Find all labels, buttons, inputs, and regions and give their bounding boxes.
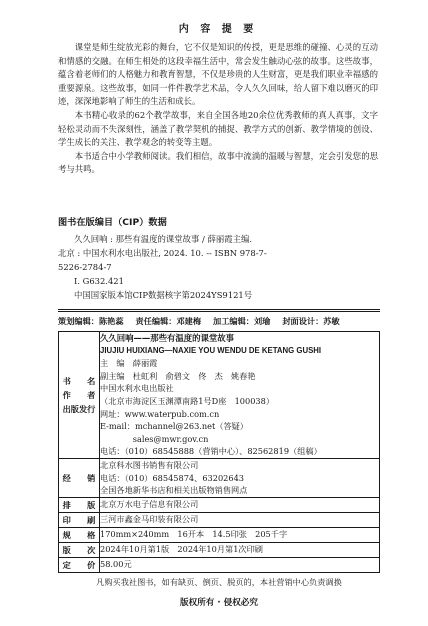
cover-designer: 封面设计：苏敏 bbox=[282, 316, 340, 326]
responsible-editor: 责任编辑：邓建梅 bbox=[135, 316, 202, 326]
publication-info-table bbox=[58, 331, 380, 573]
printing-label: 印 刷 bbox=[59, 512, 100, 527]
edition-label: 版 次 bbox=[59, 542, 100, 557]
distribution-line: 北京科水图书销售有限公司 bbox=[100, 459, 199, 470]
cip-title: 图书在版编目（CIP）数据 bbox=[58, 217, 167, 228]
cip-line: 5226-2784-7 bbox=[58, 262, 112, 272]
table-row bbox=[59, 497, 380, 512]
publisher-line: sales@mwr.gov.cn bbox=[100, 433, 209, 444]
summary-paragraph: 本书精心收录的62个教学故事，来自全国各地20余位优秀教师的真人真事，文字轻松灵动而不失深刻性，涵盖了教学契机的捕捉、教学方式的创新、教学情境的创设、学生成长的关注、教学观念的转变等主题。 bbox=[58, 109, 378, 148]
typesetting-label: 排 版 bbox=[59, 497, 100, 512]
cip-line: 北京 : 中国水利水电出版社, 2024. 10. -- ISBN 978-7- bbox=[58, 248, 267, 258]
copyright-notice: 版权所有 · 侵权必究 bbox=[180, 598, 258, 608]
title-cell bbox=[100, 332, 380, 459]
price-value: 58.00元 bbox=[100, 557, 380, 572]
cip-block bbox=[58, 214, 380, 302]
content-summary bbox=[58, 20, 378, 177]
replacement-notice: 凡购买我社图书，如有缺页、倒页、脱页的，本社营销中心负责调换 bbox=[96, 577, 342, 587]
author-line: 主 编 薛丽霞 bbox=[100, 358, 158, 369]
cip-line: 中国国家版本馆CIP数据核字第2024YS9121号 bbox=[74, 290, 253, 300]
publisher-line: 电话：（010）68545888（营销中心）、82562819（组稿） bbox=[100, 446, 322, 457]
cip-line: 久久回响 : 那些有温度的课堂故事 / 薛丽霞主编. bbox=[74, 234, 253, 244]
distribution-label: 经 销 bbox=[59, 458, 100, 497]
summary-paragraph: 课堂是师生绽放光彩的舞台，它不仅是知识的传授，更是思维的碰撞、心灵的互动和情感的交融。在师生相处的这段幸福生活中，常会发生触动心弦的故事。这些故事，蕴含着老师们的人格魅力和教育智慧，不仅是珍贵的人生财富，更是我们职业幸福感的重要源泉。这些故事，如同一件件教学艺术品，令人久久回味，给人留下难以磨灭的印迹，深深地影响了师生的生活和成长。 bbox=[58, 42, 378, 107]
planning-editor: 策划编辑：陈艳蕊 bbox=[58, 316, 124, 326]
publisher-line: E-mail：mchannel@263.net（答疑） bbox=[100, 421, 249, 432]
title-label: 书 名 bbox=[62, 375, 96, 386]
editors-line bbox=[58, 316, 380, 327]
table-row bbox=[59, 557, 380, 572]
author-line: 副主编 杜虹利 俞碧文 佟 杰 姚春艳 bbox=[100, 370, 256, 381]
book-title-pinyin: JIUJIU HUIXIANG—NAXIE YOU WENDU DE KETANG GUSHI bbox=[100, 345, 322, 355]
author-label: 作 者 bbox=[62, 389, 96, 400]
spec-label: 规 格 bbox=[59, 527, 100, 542]
table-row bbox=[59, 527, 380, 542]
typesetting-value: 北京万水电子信息有限公司 bbox=[100, 497, 380, 512]
publisher-line: （北京市海淀区玉渊潭南路1号D座 100038） bbox=[100, 395, 275, 406]
table-row bbox=[59, 332, 380, 459]
table-row bbox=[59, 542, 380, 557]
publisher-label: 出版发行 bbox=[62, 403, 96, 414]
printing-value: 三河市鑫金马印装有限公司 bbox=[100, 512, 380, 527]
publisher-line: 中国水利水电出版社 bbox=[100, 383, 174, 394]
processing-editor: 加工编辑：刘瑜 bbox=[213, 316, 271, 326]
book-title-cn: 久久回响——那些有温度的课堂故事 bbox=[100, 333, 234, 343]
cip-line: Ⅰ. G632.421 bbox=[74, 276, 124, 286]
edition-value: 2024年10月第1版 2024年10月第1次印刷 bbox=[100, 542, 380, 557]
row-label bbox=[59, 332, 100, 459]
spec-value: 170mm×240mm 16开本 14.5印张 205千字 bbox=[100, 527, 380, 542]
distribution-line: 全国各地新华书店和相关出版物销售网点 bbox=[100, 485, 248, 496]
summary-paragraph: 本书适合中小学教师阅读。我们相信，故事中流淌的温暖与智慧，定会引发您的思考与共鸣。 bbox=[58, 150, 378, 175]
price-label: 定 价 bbox=[59, 557, 100, 572]
publisher-line: 网址：www.waterpub.com.cn bbox=[100, 408, 220, 419]
divider-top bbox=[58, 309, 380, 310]
distribution-line: 电话：（010）68545874、63202643 bbox=[100, 472, 244, 483]
divider-top-inner bbox=[58, 311, 380, 312]
distribution-cell bbox=[100, 458, 380, 497]
table-row bbox=[59, 512, 380, 527]
summary-title: 内 容 提 要 bbox=[178, 24, 258, 35]
table-row bbox=[59, 458, 380, 497]
